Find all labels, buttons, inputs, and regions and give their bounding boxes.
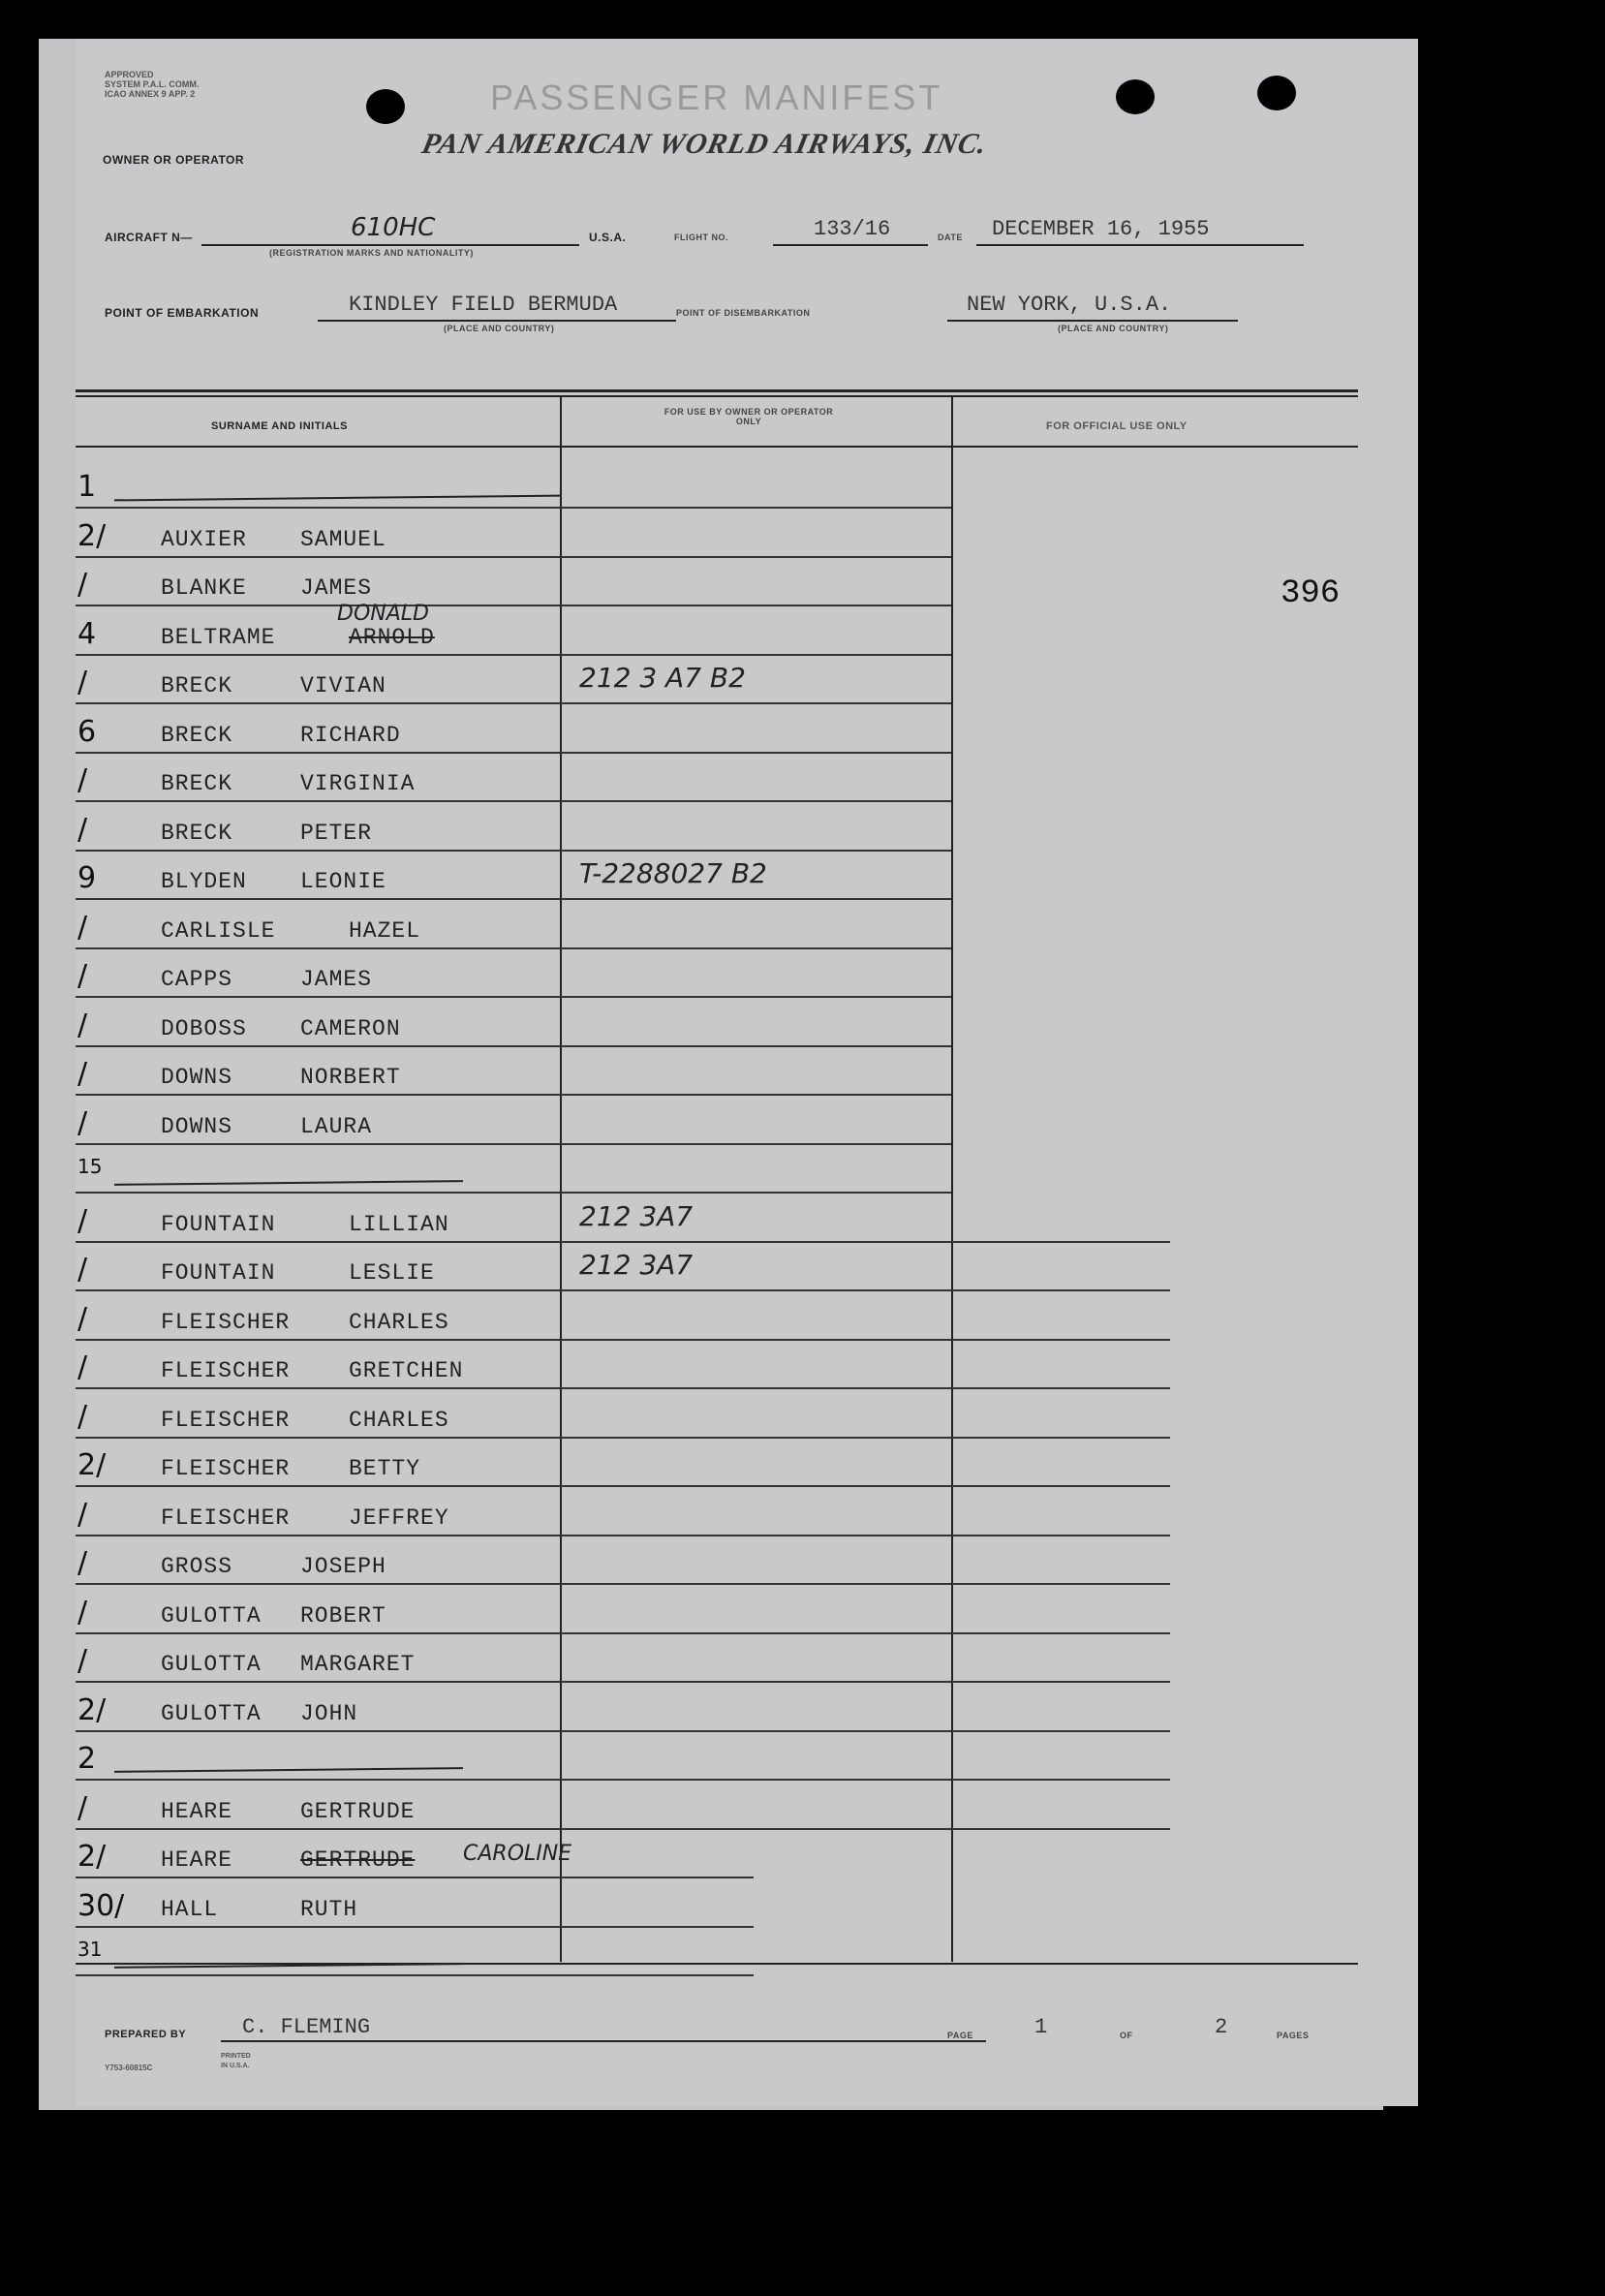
table-bottom-rule (76, 1963, 1358, 1965)
passenger-given-name: JOHN (300, 1700, 358, 1726)
passenger-given-name: JOSEPH (300, 1554, 386, 1579)
row-rule (76, 752, 951, 754)
row-rule (76, 1241, 1170, 1243)
passenger-given-name: RUTH (300, 1896, 358, 1922)
owner-use-note: 212 3A7 (579, 1199, 694, 1232)
flight-date: DECEMBER 16, 1955 (992, 217, 1210, 241)
row-rule (76, 1485, 1170, 1487)
passenger-given-name: VIRGINIA (300, 771, 416, 796)
row-rule (76, 1974, 754, 1976)
owner-label: OWNER OR OPERATOR (103, 153, 245, 167)
table-top-rule (76, 389, 1358, 392)
row-rule (76, 898, 951, 900)
owner-use-note: 212 3A7 (579, 1249, 694, 1281)
of-label: OF (1120, 2031, 1133, 2040)
row-mark: 31 (77, 1938, 103, 1961)
passenger-given-name: LILLIAN (349, 1211, 449, 1237)
passenger-given-name: GERTRUDE (300, 1847, 416, 1873)
disembarkation-point: NEW YORK, U.S.A. (967, 293, 1172, 317)
void-line (114, 1180, 463, 1186)
row-mark: / (77, 1301, 88, 1336)
passenger-surname: FOUNTAIN (161, 1211, 276, 1237)
passenger-given-name: JEFFREY (349, 1505, 449, 1531)
disembarkation-underline (947, 320, 1238, 322)
row-mark: 30/ (77, 1888, 125, 1923)
punch-hole (366, 89, 405, 124)
passenger-given-name: CHARLES (349, 1309, 449, 1335)
passenger-surname: HALL (161, 1896, 219, 1922)
punch-hole (1116, 79, 1155, 114)
prepared-by-label: PREPARED BY (105, 2029, 187, 2040)
passenger-surname: GULOTTA (161, 1700, 262, 1726)
reference-stamp: 396 (1281, 575, 1341, 612)
row-rule (76, 1094, 951, 1096)
passenger-surname: GULOTTA (161, 1602, 262, 1629)
row-rule (76, 1877, 754, 1878)
row-rule (76, 654, 951, 656)
owner-name: PAN AMERICAN WORLD AIRWAYS, INC. (418, 128, 991, 160)
passenger-given-name: LAURA (300, 1113, 373, 1139)
handwritten-correction: DONALD (337, 601, 429, 626)
void-line (114, 1767, 463, 1773)
passenger-surname: FLEISCHER (161, 1358, 291, 1383)
passenger-given-name: MARGARET (300, 1652, 416, 1677)
row-rule (76, 1387, 1170, 1389)
passenger-surname: BRECK (161, 820, 233, 846)
page-label: PAGE (947, 2031, 973, 2040)
row-mark: 2/ (77, 518, 107, 553)
row-rule (76, 996, 951, 998)
column-header-surname: SURNAME AND INITIALS (211, 420, 348, 432)
row-mark: / (77, 763, 88, 797)
manifest-sheet (76, 39, 1418, 2106)
row-rule (76, 1289, 1170, 1291)
date-label: DATE (938, 233, 963, 242)
passenger-surname: AUXIER (161, 526, 247, 552)
printer-mark: PRINTED IN U.S.A. (221, 2053, 251, 2069)
row-mark: / (77, 1253, 88, 1287)
passenger-surname: DOBOSS (161, 1015, 247, 1041)
row-mark: / (77, 666, 88, 699)
passenger-given-name: BETTY (349, 1456, 421, 1481)
column-header-owner-use: FOR USE BY OWNER OR OPERATOR ONLY (664, 407, 834, 426)
row-rule (76, 1730, 1170, 1732)
row-rule (76, 605, 951, 606)
owner-use-note: T-2288027 B2 (579, 857, 767, 889)
row-mark: 6 (77, 714, 97, 749)
row-rule (76, 1926, 754, 1928)
row-rule (76, 556, 951, 558)
passenger-given-name: CHARLES (349, 1407, 449, 1433)
passenger-given-name: CAMERON (300, 1015, 401, 1041)
passenger-surname: CAPPS (161, 967, 233, 992)
row-mark: / (77, 1057, 88, 1091)
passenger-surname: HEARE (161, 1798, 233, 1824)
country-label: U.S.A. (589, 231, 627, 244)
handwritten-correction: CAROLINE (463, 1842, 572, 1866)
passenger-surname: BRECK (161, 722, 233, 748)
void-line (114, 495, 560, 502)
passenger-surname: FLEISCHER (161, 1456, 291, 1481)
passenger-given-name: VIVIAN (300, 673, 386, 698)
passenger-surname: CARLISLE (161, 917, 276, 944)
form-number: Y753-60815C (105, 2063, 153, 2072)
row-mark: / (77, 812, 88, 847)
column-header-official-use: FOR OFFICIAL USE ONLY (1046, 420, 1188, 432)
passenger-surname: FOUNTAIN (161, 1260, 276, 1286)
row-rule (76, 1681, 1170, 1683)
passenger-given-name: LEONIE (300, 869, 386, 894)
row-mark: 2/ (77, 1840, 107, 1874)
row-mark: / (77, 1497, 88, 1532)
passenger-given-name: RICHARD (300, 722, 401, 748)
column-divider (560, 397, 562, 1962)
row-rule (76, 702, 951, 704)
row-rule (76, 1339, 1170, 1341)
row-mark: / (77, 1595, 88, 1629)
prepared-underline (221, 2040, 986, 2042)
passenger-surname: BELTRAME (161, 624, 276, 650)
passenger-surname: FLEISCHER (161, 1407, 291, 1433)
row-mark: / (77, 959, 88, 993)
disembarkation-label: POINT OF DISEMBARKATION (676, 308, 811, 318)
passenger-given-name: ROBERT (300, 1602, 386, 1629)
passenger-given-name: GERTRUDE (300, 1798, 416, 1824)
row-rule (76, 850, 951, 852)
passenger-surname: BRECK (161, 771, 233, 796)
row-rule (76, 1535, 1170, 1536)
row-rule (76, 1632, 1170, 1634)
row-mark: / (77, 1008, 88, 1042)
passenger-surname: GROSS (161, 1554, 233, 1579)
passenger-surname: FLEISCHER (161, 1505, 291, 1531)
passenger-surname: BLYDEN (161, 869, 247, 894)
embarkation-sublabel: (PLACE AND COUNTRY) (444, 324, 555, 333)
aircraft-sublabel: (REGISTRATION MARKS AND NATIONALITY) (269, 248, 474, 258)
row-rule (76, 1143, 951, 1145)
passenger-given-name: ARNOLD (349, 624, 435, 650)
passenger-given-name: NORBERT (300, 1065, 401, 1090)
row-mark: / (77, 1350, 88, 1384)
row-rule (76, 1583, 1170, 1585)
flight-number: 133/16 (814, 217, 891, 241)
row-mark: 15 (77, 1155, 103, 1178)
row-mark: 2/ (77, 1692, 107, 1727)
passenger-surname: BRECK (161, 673, 233, 698)
row-mark: / (77, 910, 88, 945)
passenger-given-name: GRETCHEN (349, 1358, 464, 1383)
row-mark: 2/ (77, 1448, 107, 1482)
row-rule (76, 1192, 951, 1194)
aircraft-underline (201, 244, 579, 246)
row-mark: 1 (77, 470, 97, 504)
embarkation-label: POINT OF EMBARKATION (105, 306, 260, 320)
form-approval-code: APPROVED SYSTEM P.A.L. COMM. ICAO ANNEX 9 APP. 2 (105, 70, 200, 99)
owner-use-note: 212 3 A7 B2 (579, 662, 746, 694)
row-mark: / (77, 568, 88, 602)
pages-label: PAGES (1277, 2031, 1310, 2040)
passenger-given-name: LESLIE (349, 1260, 435, 1286)
aircraft-label: AIRCRAFT N— (105, 231, 193, 244)
punch-hole (1257, 76, 1296, 110)
row-mark: 4 (77, 616, 97, 651)
embarkation-underline (318, 320, 676, 322)
embarkation-point: KINDLEY FIELD BERMUDA (349, 293, 618, 317)
row-rule (76, 507, 951, 509)
table-top-rule (76, 395, 1358, 397)
passenger-surname: BLANKE (161, 575, 247, 601)
disembarkation-sublabel: (PLACE AND COUNTRY) (1058, 324, 1169, 333)
form-title: PASSENGER MANIFEST (490, 78, 943, 117)
row-rule (76, 800, 951, 802)
row-mark: / (77, 1790, 88, 1825)
aircraft-registration: 610HC (351, 213, 436, 242)
row-rule (76, 1437, 1170, 1439)
row-mark: / (77, 1105, 88, 1140)
header-bottom-rule (76, 446, 1358, 448)
passenger-given-name: PETER (300, 820, 373, 846)
column-divider (951, 397, 953, 1962)
passenger-given-name: JAMES (300, 967, 373, 992)
passenger-surname: FLEISCHER (161, 1309, 291, 1335)
passenger-surname: DOWNS (161, 1113, 233, 1139)
passenger-given-name: HAZEL (349, 917, 421, 944)
row-mark: / (77, 1399, 88, 1434)
row-rule (76, 1779, 1170, 1781)
row-rule (76, 947, 951, 949)
prepared-by: C. FLEMING (242, 2015, 371, 2039)
passenger-surname: HEARE (161, 1847, 233, 1873)
row-mark: / (77, 1644, 88, 1678)
passenger-given-name: SAMUEL (300, 526, 386, 552)
passenger-given-name: JAMES (300, 575, 373, 601)
row-rule (76, 1828, 1170, 1830)
row-mark: 2 (77, 1742, 97, 1776)
row-rule (76, 1045, 951, 1047)
flight-underline (773, 244, 928, 246)
row-mark: / (77, 1546, 88, 1580)
page-total: 2 (1215, 2015, 1228, 2039)
page-number: 1 (1034, 2015, 1048, 2039)
flight-label: FLIGHT NO. (674, 233, 728, 242)
row-mark: / (77, 1203, 88, 1238)
date-underline (976, 244, 1304, 246)
row-mark: 9 (77, 861, 97, 895)
passenger-surname: DOWNS (161, 1065, 233, 1090)
passenger-surname: GULOTTA (161, 1652, 262, 1677)
